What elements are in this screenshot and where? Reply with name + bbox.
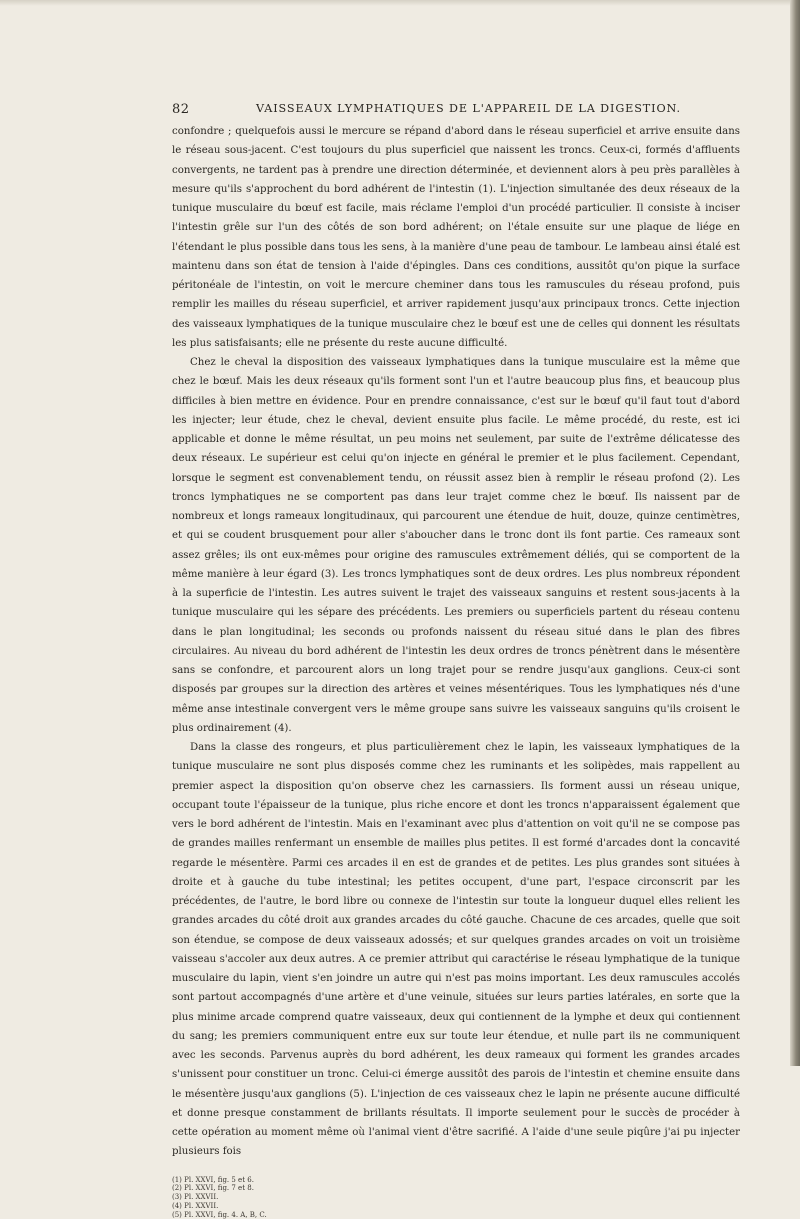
scan-right-edge — [790, 0, 800, 1066]
paragraph-1: confondre ; quelquefois aussi le mercure se répand d'abord dans le réseau superficiel et arrive ensuite dans le réseau sous-jacent. C'est toujours du plus superficiel que naissent les troncs. Ceux-ci, formés d'affluents convergents, ne tardent pas à prendre une direction déterminée, et deviennent alors à peu près parallèles à mesure qu'ils s'approchent du bord adhérent de l'intestin (1). L'injection simultanée des deux réseaux de la tunique musculaire du bœuf est facile, mais réclame l'emploi d'un procédé particulier. Il consiste à inciser l'intestin grêle sur l'un des côtés de son bord adhérent; on l'étale ensuite sur une plaque de liége en l'étendant le plus possible dans tous les sens, à la manière d'une peau de tambour. Le lambeau ainsi étalé est maintenu dans son état de tension à l'aide d'épingles. Dans ces conditions, aussitôt qu'on pique la surface péritonéale de l'intestin, on voit le mercure cheminer dans tous les ramuscules du réseau profond, puis remplir les mailles du réseau superficiel, et arriver rapidement jusqu'aux principaux troncs. Cette injection des vaisseaux lymphatiques de la tunique musculaire chez le bœuf est une de celles qui donnent les résultats les plus satisfaisants; elle ne présente du reste aucune difficulté. — [172, 122, 740, 353]
footnote-4: (4) Pl. XXVII. — [172, 1202, 740, 1211]
footnotes — [172, 1176, 740, 1219]
running-title: VAISSEAUX LYMPHATIQUES DE L'APPAREIL DE LA DIGESTION. — [256, 102, 681, 115]
book-page — [172, 100, 740, 1219]
scan-top-shadow — [0, 0, 800, 6]
paragraph-2: Chez le cheval la disposition des vaisseaux lymphatiques dans la tunique musculaire est la même que chez le bœuf. Mais les deux réseaux qu'ils forment sont l'un et l'autre beaucoup plus fins, et beaucoup plus difficiles à bien mettre en évidence. Pour en prendre connaissance, c'est sur le bœuf qu'il faut tout d'abord les injecter; leur étude, chez le cheval, devient ensuite plus facile. Le même procédé, du reste, est ici applicable et donne le même résultat, un peu moins net seulement, par suite de l'extrême délicatesse des deux réseaux. Le supérieur est celui qu'on injecte en général le premier et le plus facilement. Cependant, lorsque le segment est convenablement tendu, on réussit assez bien à remplir le réseau profond (2). Les troncs lymphatiques ne se comportent pas dans leur trajet comme chez le bœuf. Ils naissent par de nombreux et longs rameaux longitudinaux, qui parcourent une étendue de huit, douze, quinze centimètres, et qui se coudent brusquement pour aller s'aboucher dans le tronc dont ils font partie. Ces rameaux sont assez grêles; ils ont eux-mêmes pour origine des ramuscules extrêmement déliés, qui se comportent de la même manière à leur égard (3). Les troncs lymphatiques sont de deux ordres. Les plus nombreux répondent à la superficie de l'intestin. Les autres suivent le trajet des vaisseaux sanguins et restent sous-jacents à la tunique musculaire qui les sépare des précédents. Les premiers ou superficiels partent du réseau contenu dans le plan longitudinal; les seconds ou profonds naissent du réseau situé dans le plan des fibres circulaires. Au niveau du bord adhérent de l'intestin les deux ordres de troncs pénètrent dans le mésentère sans se confondre, et parcourent alors un long trajet pour se rendre jusqu'aux ganglions. Ceux-ci sont disposés par groupes sur la direction des artères et veines mésentériques. Tous les lymphatiques nés d'une même anse intestinale convergent vers le même groupe sans suivre les vaisseaux sanguins qu'ils croisent le plus ordinairement (4). — [172, 353, 740, 738]
paragraph-3: Dans la classe des rongeurs, et plus particulièrement chez le lapin, les vaisseaux lymphatiques de la tunique musculaire ne sont plus disposés comme chez les ruminants et les solipèdes, mais rappellent au premier aspect la disposition qu'on observe chez les carnassiers. Ils forment aussi un réseau unique, occupant toute l'épaisseur de la tunique, plus riche encore et dont les troncs n'apparaissent également que vers le bord adhérent de l'intestin. Mais en l'examinant avec plus d'attention on voit qu'il ne se compose pas de grandes mailles renfermant un ensemble de mailles plus petites. Il est formé d'arcades dont la concavité regarde le mésentère. Parmi ces arcades il en est de grandes et de petites. Les plus grandes sont situées à droite et à gauche du tube intestinal; les petites occupent, d'une part, l'espace circonscrit par les précédentes, de l'autre, le bord libre ou connexe de l'intestin sur toute la longueur duquel elles relient les grandes arcades du côté droit aux grandes arcades du côté gauche. Chacune de ces arcades, quelle que soit son étendue, se compose de deux vaisseaux adossés; et sur quelques grandes arcades on voit un troisième vaisseau s'accoler aux deux autres. A ce premier attribut qui caractérise le réseau lymphatique de la tunique musculaire du lapin, vient s'en joindre un autre qui n'est pas moins important. Les deux ramuscules accolés sont partout accompagnés d'une artère et d'une veinule, situées sur leurs parties latérales, en sorte que la plus minime arcade comprend quatre vaisseaux, deux qui contiennent de la lymphe et deux qui contiennent du sang; les premiers communiquent entre eux sur toute leur étendue, et nulle part ils ne communiquent avec les seconds. Parvenus auprès du bord adhérent, les deux rameaux qui forment les grandes arcades s'unissent pour constituer un tronc. Celui-ci émerge aussitôt des parois de l'intestin et chemine ensuite dans le mésentère jusqu'aux ganglions (5). L'injection de ces vaisseaux chez le lapin ne présente aucune difficulté et donne presque constamment de brillants résultats. Il importe seulement pour le succès de procéder à cette opération au moment même où l'animal vient d'être sacrifié. A l'aide d'une seule piqûre j'ai pu injecter plusieurs fois — [172, 738, 740, 1162]
footnote-1: (1) Pl. XXVI, fig. 5 et 6. — [172, 1176, 740, 1185]
footnote-3: (3) Pl. XXVII. — [172, 1193, 740, 1202]
page-number: 82 — [172, 102, 190, 117]
footnote-2: (2) Pl. XXVI, fig. 7 et 8. — [172, 1184, 740, 1193]
footnote-5: (5) Pl. XXVI, fig. 4. A, B, C. — [172, 1211, 740, 1219]
body-text — [172, 122, 740, 1162]
page-header — [172, 100, 740, 118]
